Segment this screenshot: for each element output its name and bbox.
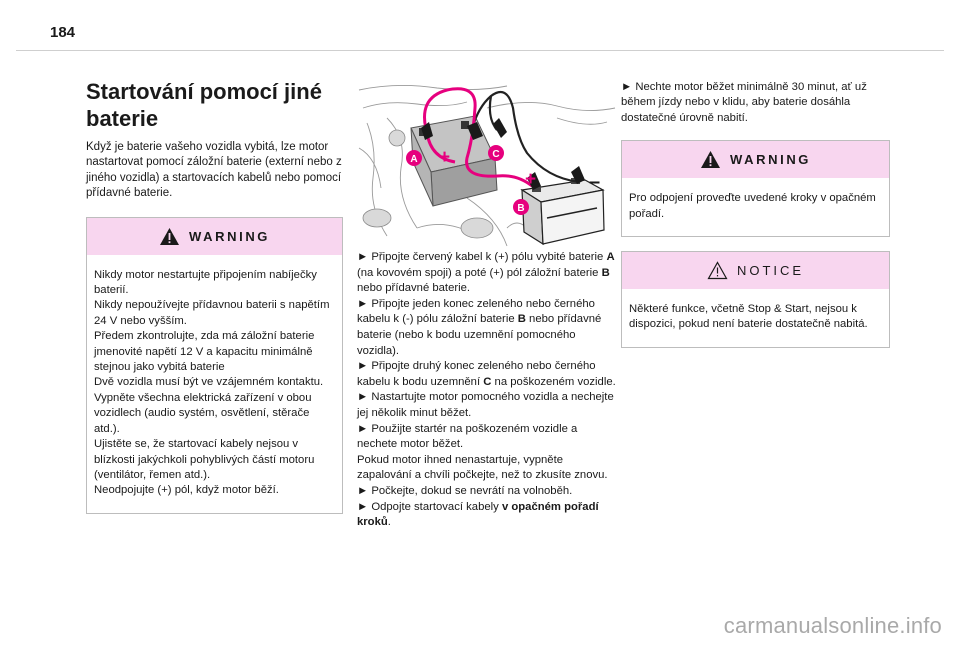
arrow-icon: ► <box>357 391 369 404</box>
warning-line: Předem zkontrolujte, zda má záložní baterie jmenovité napětí 12 V a kapacitu minimálně stejnou jako vybitá baterie <box>94 330 315 374</box>
step-text: nebo přídavné baterie (nebo k bodu uzemnění pomocného vozidla). <box>357 313 602 357</box>
svg-text:C: C <box>492 149 500 160</box>
step-text: Připojte červený kabel k (+) pólu vybité baterie <box>371 251 607 263</box>
label-a-badge <box>406 150 422 166</box>
column-middle <box>357 78 619 531</box>
step-text: Připojte jeden konec zeleného nebo černého kabelu k (-) pólu záložní baterie <box>357 297 595 326</box>
paragraph-text: Nechte motor běžet minimálně 30 minut, ať už během jízdy nebo v klidu, aby baterie dosáhla dostatečné úrovně nabití. <box>621 81 867 124</box>
column-right <box>621 78 890 348</box>
instruction-steps <box>357 250 619 531</box>
watermark: carmanualsonline.info <box>723 613 942 638</box>
warning-box <box>86 217 343 514</box>
step-emphasis: v opačném pořadí kroků <box>357 500 599 529</box>
warning-box-body: Pro odpojení proveďte uvedené kroky v opačném pořadí. <box>629 192 876 220</box>
step-text: Použijte startér na poškozeném vozidle a nechete motor běžet. <box>357 422 578 451</box>
warning-label: WARNING <box>729 152 812 168</box>
step-7 <box>357 500 619 531</box>
warning-box-header <box>87 218 342 255</box>
warning-line: Nikdy nepoužívejte přídavnou baterii s napětím 24 V nebo vyšším. <box>94 299 330 327</box>
engine-bay-drawing <box>357 78 619 248</box>
notice-triangle-icon <box>707 261 728 280</box>
ref-b: B <box>601 266 610 279</box>
label-c-badge <box>488 145 504 161</box>
step-text: nebo přídavné baterie. <box>357 282 471 295</box>
plus-sign: + <box>525 169 537 190</box>
warning-label: WARNING <box>188 228 271 244</box>
svg-text:B: B <box>517 203 525 214</box>
step-4 <box>357 390 619 421</box>
intro-paragraph: Když je baterie vašeho vozidla vybitá, lze motor nastartovat pomocí záložní baterie (externí nebo z jiného vozidla) a startovacích kabelů nebo pomocí přídavné baterie. <box>86 141 342 200</box>
notice-box-header <box>622 252 889 289</box>
warning-line: Dvě vozidla musí být ve vzájemném kontaktu. <box>94 376 324 389</box>
warning-line: Nikdy motor nestartujte připojením nabíječky baterií. <box>94 268 317 297</box>
step-2 <box>357 297 619 359</box>
arrow-icon: ► <box>357 500 369 513</box>
warning-box <box>621 140 890 237</box>
minus-sign: – <box>589 171 601 193</box>
arrow-icon: ► <box>357 484 369 497</box>
page-title <box>86 78 343 132</box>
title-line-1: Startování pomocí jiné <box>86 79 322 104</box>
page-number: 184 <box>50 24 76 41</box>
warning-line: Neodpojujte (+) pól, když motor běží. <box>94 484 279 497</box>
svg-text:A: A <box>410 154 418 165</box>
step-3 <box>357 359 619 390</box>
ref-b: B <box>517 313 526 326</box>
notice-label: NOTICE <box>736 263 805 279</box>
arrow-icon: ► <box>357 422 369 435</box>
title-line-2: baterie <box>86 106 159 131</box>
step-text: Nastartujte motor pomocného vozidla a nechejte jej několik minut běžet. <box>357 391 614 419</box>
warning-triangle-icon <box>159 227 180 246</box>
arrow-icon: ► <box>357 360 369 373</box>
warning-line: Vypněte všechna elektrická zařízení v obou vozidlech (audio systém, osvětlení, stěrače atd.). <box>94 391 312 435</box>
header-divider <box>16 50 944 51</box>
step-text: (na kovovém spoji) a poté (+) pól záložní baterie <box>357 266 602 279</box>
step-6 <box>357 484 619 500</box>
notice-box-body: Některé funkce, včetně Stop & Start, nejsou k dispozici, pokud není baterie dostatečně nabitá. <box>629 303 868 331</box>
ref-a: A <box>606 251 615 263</box>
ref-c: C <box>483 375 492 388</box>
step-text: Připojte druhý konec zeleného nebo černého kabelu k bodu uzemnění <box>357 360 596 388</box>
step-text: Počkejte, dokud se nevrátí na volnoběh. <box>371 484 573 497</box>
plus-sign: + <box>439 147 451 168</box>
step-1 <box>357 250 619 297</box>
step-5 <box>357 422 619 453</box>
run-engine-paragraph <box>621 80 890 126</box>
step-text: na poškozeném vozidle. <box>491 375 616 388</box>
label-b-badge <box>513 199 529 215</box>
warning-line: Ujistěte se, že startovací kabely nejsou v blízkosti jakýchkoli pohyblivých částí motoru (ventilátor, řemen atd.). <box>94 438 315 481</box>
warning-box-header <box>622 141 889 178</box>
step-note: Pokud motor ihned nenastartuje, vypněte zapalování a chvíli počkejte, než to zkusíte znovu. <box>357 453 608 482</box>
arrow-icon: ► <box>357 297 369 310</box>
warning-box-body <box>87 255 342 513</box>
arrow-icon: ► <box>357 251 369 263</box>
arrow-icon: ► <box>621 81 633 93</box>
jump-start-illustration <box>357 78 619 246</box>
step-text: Odpojte startovací kabely <box>371 500 502 513</box>
column-left <box>86 78 343 514</box>
step-text: . <box>387 516 391 529</box>
notice-box <box>621 251 890 348</box>
warning-triangle-icon <box>700 150 721 169</box>
